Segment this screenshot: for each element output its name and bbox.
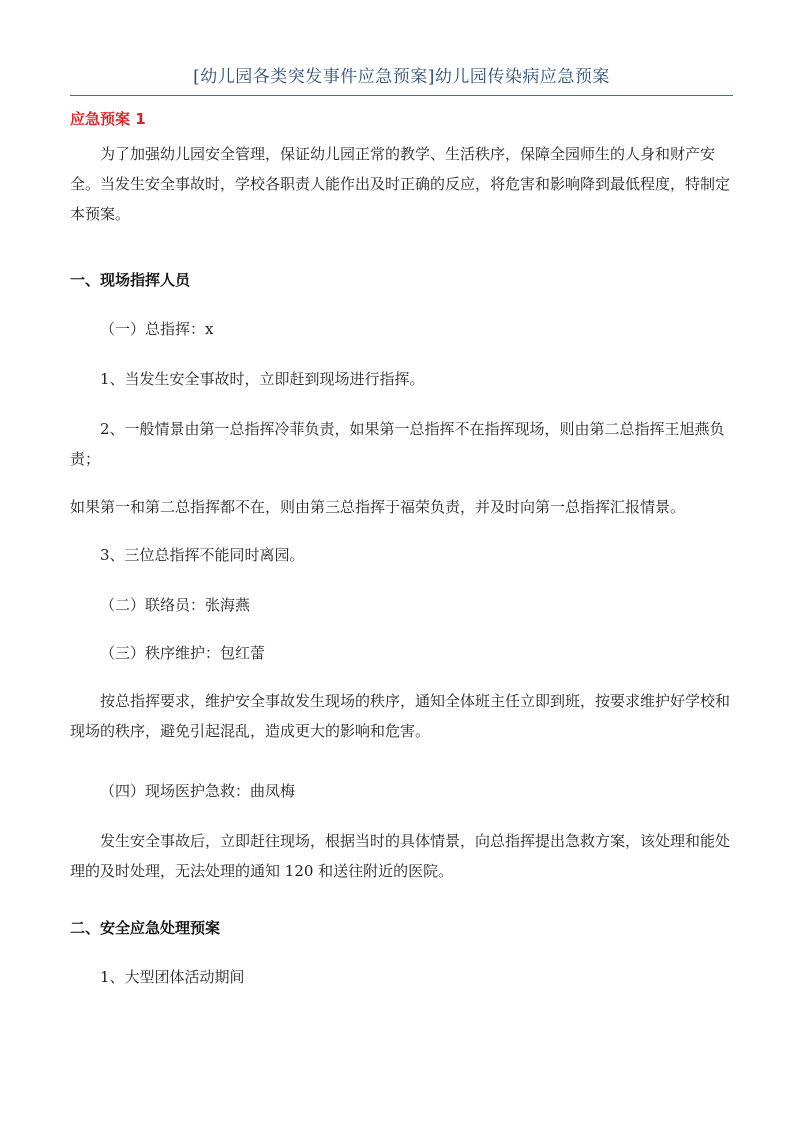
intro-paragraph: 为了加强幼儿园安全管理，保证幼儿园正常的教学、生活秩序，保障全园师生的人身和财产安全。当发生安全事故时，学校各职责人能作出及时正确的反应，将危害和影响降到最低程度，特制定本预案。 xyxy=(70,145,731,223)
paragraph-6: 1、大型团体活动期间 xyxy=(100,968,245,986)
paragraph-1: 1、当发生安全事故时，立即赶到现场进行指挥。 xyxy=(100,370,425,388)
paragraph-2-continued: 如果第一和第二总指挥都不在，则由第三总指挥于福荣负责，并及时向第一总指挥汇报情景。 xyxy=(70,498,686,516)
section-heading-1: 一、现场指挥人员 xyxy=(70,271,191,289)
commander-item: （一）总指挥：x xyxy=(100,320,214,338)
page-header-title: [幼儿园各类突发事件应急预案]幼儿园传染病应急预案 xyxy=(193,67,610,87)
medical-item: （四）现场医护急救：曲凤梅 xyxy=(100,782,296,800)
paragraph-2: 2、一般情景由第一总指挥冷菲负责，如果第一总指挥不在指挥现场，则由第二总指挥王旭燕负责； xyxy=(70,420,725,468)
paragraph-5: 发生安全事故后，立即赶往现场，根据当时的具体情景，向总指挥提出急救方案，该处理和能处理的及时处理，无法处理的通知 120 和送往附近的医院。 xyxy=(70,832,731,880)
paragraph-3: 3、三位总指挥不能同时离园。 xyxy=(100,546,305,564)
paragraph-4: 按总指挥要求，维护安全事故发生现场的秩序，通知全体班主任立即到班，按要求维护好学校和现场的秩序，避免引起混乱，造成更大的影响和危害。 xyxy=(70,692,731,740)
header-divider xyxy=(70,95,733,96)
plan-heading: 应急预案 1 xyxy=(70,110,146,128)
section-heading-2: 二、安全应急处理预案 xyxy=(70,919,221,937)
order-item: （三）秩序维护：包红蕾 xyxy=(100,644,266,662)
liaison-item: （二）联络员：张海燕 xyxy=(100,596,251,614)
